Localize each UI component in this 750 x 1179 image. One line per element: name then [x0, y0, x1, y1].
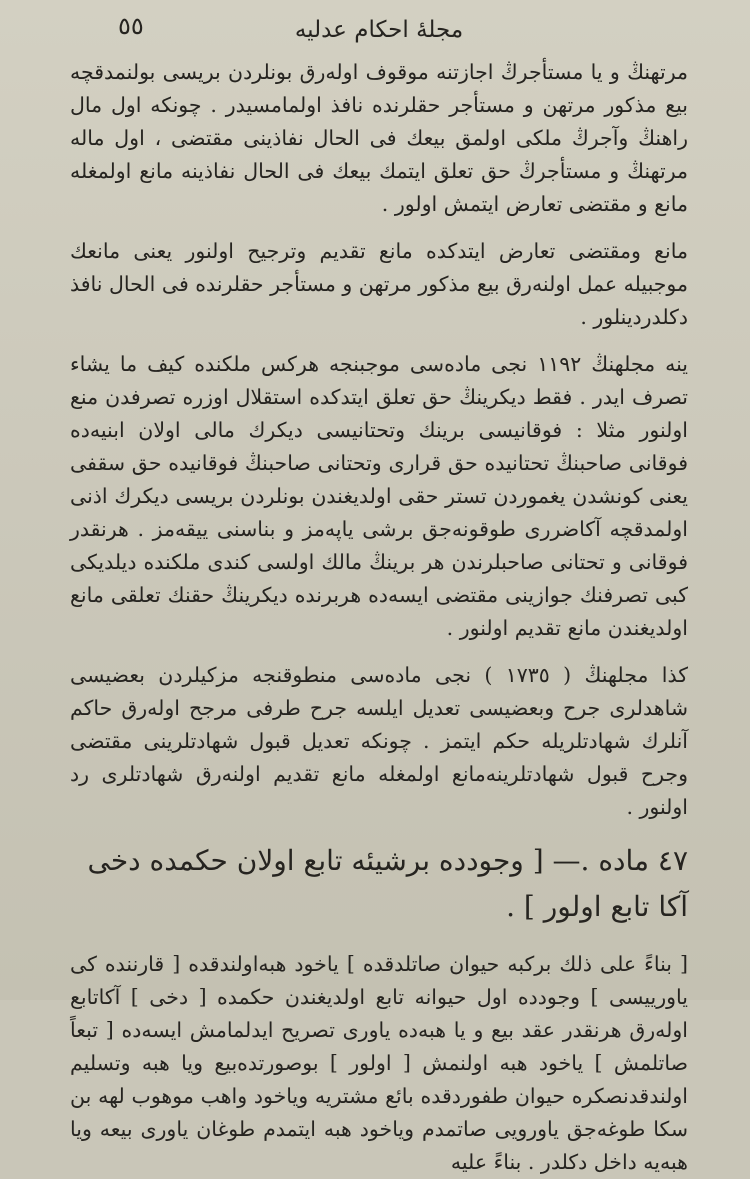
paragraph-4: کذا مجلهنڭ ( ١٧٣٥ ) نجی مادەسی منطوقنجه مزکیلردن بعضیسی شاهدلری جرح وبعضیسی تعدیل ایلسه جرح طرفی مرجح اولەرق حاکم آنلرك شهادتلریله حکم ایتمز . چونکه تعدیل قبول شهادتلرینی مقتضی وجرح قبول شهادتلرینەمانع اولمغله مانع تقدیم اولنەرق شهادتلری رد اولنور .: [70, 663, 688, 819]
article-heading: ٤٧ ماده .— [ وجودده برشیئه تابع اولان حکمده دخی آکا تابع اولور ] .: [87, 844, 688, 923]
page-number: ٥٥: [118, 12, 144, 40]
commentary-paragraph: [ بناءً علی ذلك برکبه حیوان صاتلدقده ] یاخود هبەاولندقده [ قارننده کی یاورییسی ] وجودده اول حیوانه تابع اولدیغندن حکمده [ دخی ] آکاتابع اولەرق هرنقدر عقد بیع و یا هبەده یاوری تصریح ایدلمامش ایسەده [ تبعاً صاتلمش ] یاخود هبە اولنمش [ اولور ] بوصورتدەبیع ویا هبه وتسلیم اولندقدنصکره حیوان طفوردقده بائع مشتریه ویاخود واهب موهوب لهه بن سکا طوغەجق یاورویی صاتمدم ویاخود هبه ایتمدم طوغان یاوری بیعه ویا هبەیه داخل دکلدر . بناءً علیه: [70, 952, 688, 1174]
paragraph-1: مرتهنڭ و یا مستأجرڭ اجازتنه موقوف اولەرق بونلردن بریسی بولنمدقچه بیع مذکور مرتهن و مستأجر حقلرنده نافذ اولمامسیدر . چونکه اول مال راهنڭ وآجرڭ ملکی اولمق بیعك فی الحال نفاذینی مقتضی ، اول ماله مرتهنڭ و مستأجرڭ حق تعلق ایتمك بیعك فی الحال نفاذینه مانع اولمغله مانع و مقتضی تعارض ایتمش اولور .: [70, 60, 689, 216]
paragraph-2: مانع ومقتضی تعارض ایتدکده مانع تقدیم وترجیح اولنور یعنی مانعك موجبیله عمل اولنەرق بیع مذکور مرتهن و مستأجر حقلرنده فی الحال نافذ دکلدردینلور .: [70, 239, 688, 329]
running-head: مجلهٔ احکام عدلیه: [294, 17, 464, 43]
paragraph-3: ینه مجلهنڭ ١١٩٢ نجی مادەسی موجبنجه هرکس ملکنده کیف ما یشاء تصرف ایدر . فقط دیکرینڭ حق تعلق ایتدکده استقلال اوزره تصرفدن منع اولنور مثلا : فوقانیسی برینك وتحتانیسی دیکرك مالی اولان ابنیەده فوقانی صاحبنڭ تحتانیده حق قراری وتحتانی صاحبنڭ فوقانیده حق سقفی یعنی کونشدن یغموردن تستر حقی اولدیغندن بونلردن بریسی دیکرك اذنی اولمدقچه آکاضرری طوقونەجق برشی یاپەمز و بناسنی ییقەمز . هرنقدر فوقانی و تحتانی صاحبلرندن هر برینڭ مالك اولسی کندی ملکنده دیلدیکی کبی تصرفنك جوازینی مقتضی ایسەده هربرنده دیکرینڭ حقنك تعلقی مانع اولدیغندن مانع تقدیم اولنور .: [70, 352, 689, 640]
